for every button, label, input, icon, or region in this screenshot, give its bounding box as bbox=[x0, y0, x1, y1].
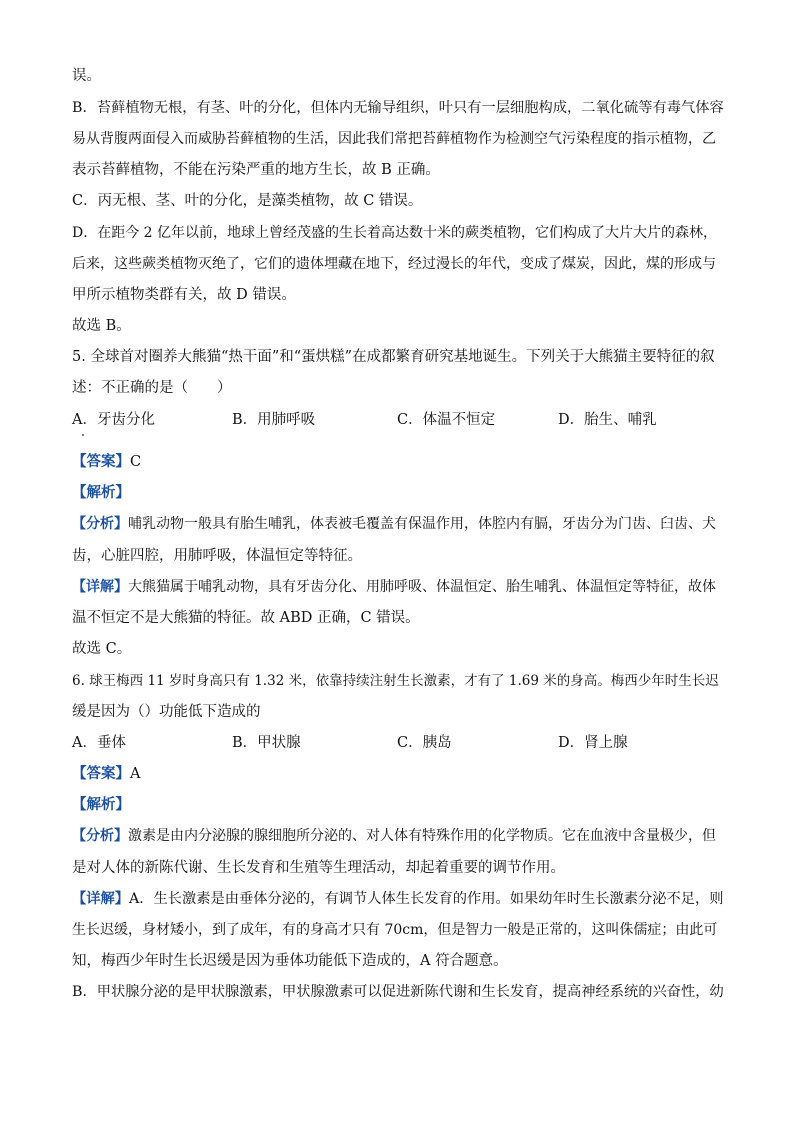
q6-option-c: C．胰岛 bbox=[397, 735, 452, 751]
text-line: 生长迟缓，身材矮小，到了成年，有的身高才只有 70cm，但是智力一般是正常的，这叫侏儒症；由此可 bbox=[72, 922, 718, 938]
text-line: 甲所示植物类群有关，故 D 错误。 bbox=[72, 287, 296, 303]
text-line: 后来，这些蕨类植物灭绝了，它们的遗体埋藏在地下，经过漫长的年代，变成了煤炭，因此，煤的形成与 bbox=[72, 256, 716, 272]
q6-option-a: A．垂体 bbox=[72, 735, 126, 751]
answer-value: C bbox=[130, 454, 142, 470]
xiangjie-text: 大熊猫属于哺乳动物，具有牙齿分化、用肺呼吸、体温恒定、胎生哺乳、体温恒定等特征，故体 bbox=[128, 579, 716, 595]
text-line: 齿，心脏四腔，用肺呼吸，体温恒定等特征。 bbox=[72, 548, 362, 564]
q6-option-b: B．甲状腺 bbox=[232, 735, 301, 751]
q6-fenxi bbox=[72, 826, 724, 846]
fenxi-tag: 【分析】 bbox=[72, 516, 128, 532]
q5-xiangjie bbox=[72, 577, 724, 597]
text-line: 温不恒定不是大熊猫的特征。故 ABD 正确，C 错误。 bbox=[72, 610, 420, 626]
text-line: D．在距今 2 亿年以前，地球上曾经茂盛的生长着高达数十米的蕨类植物，它们构成了大片大片的森林， bbox=[72, 225, 718, 241]
analysis-tag: 【解析】 bbox=[72, 484, 130, 501]
q5-answer bbox=[72, 452, 724, 472]
text-line: C．丙无根、茎、叶的分化，是藻类植物，故 C 错误。 bbox=[72, 193, 423, 209]
text-line: 故选 B。 bbox=[72, 318, 131, 334]
question-5-stem: 5. 全球首对圈养大熊猫“热干面”和“蛋烘糕”在成都繁育研究基地诞生。下列关于大熊猫主要特征的叙 bbox=[72, 349, 715, 365]
q6-analysis-heading bbox=[72, 795, 724, 815]
fenxi-text: 激素是由内分泌腺的腺细胞所分泌的、对人体有特殊作用的化学物质。它在血液中含量极少，但 bbox=[128, 828, 716, 844]
stray-dot bbox=[82, 434, 84, 436]
q6-option-d: D．肾上腺 bbox=[558, 735, 628, 751]
q5-fenxi bbox=[72, 514, 724, 534]
answer-tag: 【答案】 bbox=[72, 765, 130, 782]
question-6-stem: 6. 球王梅西 11 岁时身高只有 1.32 米，依靠持续注射生长激素，才有了 1.69 米的身高。梅西少年时生长迟 bbox=[72, 673, 719, 689]
text-line: B．甲状腺分泌的是甲状腺激素，甲状腺激素可以促进新陈代谢和生长发育，提高神经系统的兴奋性，幼 bbox=[72, 984, 724, 1000]
text-line: 误。 bbox=[72, 68, 101, 84]
q5-option-d: D．胎生、哺乳 bbox=[558, 412, 657, 428]
q5-option-a: A．牙齿分化 bbox=[72, 412, 155, 428]
q5-option-b: B．用肺呼吸 bbox=[232, 412, 316, 428]
xiangjie-tag: 【详解】 bbox=[72, 579, 128, 595]
text-line: 表示苔藓植物，不能在污染严重的地方生长，故 B 正确。 bbox=[72, 162, 440, 178]
answer-value: A bbox=[130, 766, 141, 782]
fenxi-tag: 【分析】 bbox=[72, 828, 128, 844]
q5-option-c: C．体温不恒定 bbox=[397, 412, 496, 428]
answer-tag: 【答案】 bbox=[72, 453, 130, 470]
text-line: B．苔藓植物无根，有茎、叶的分化，但体内无输导组织，叶只有一层细胞构成，二氧化硫等有毒气体容 bbox=[72, 100, 724, 116]
fenxi-text: 哺乳动物一般具有胎生哺乳，体表被毛覆盖有保温作用，体腔内有膈，牙齿分为门齿、臼齿、犬 bbox=[128, 516, 716, 532]
text-line: 知，梅西少年时生长迟缓是因为垂体功能低下造成的，A 符合题意。 bbox=[72, 953, 508, 969]
q6-xiangjie bbox=[72, 889, 724, 909]
xiangjie-text: A．生长激素是由垂体分泌的，有调节人体生长发育的作用。如果幼年时生长激素分泌不足，则 bbox=[129, 891, 724, 907]
text-line: 易从背腹两面侵入而威胁苔藓植物的生活，因此我们常把苔藓植物作为检测空气污染程度的指示植物，乙 bbox=[72, 131, 716, 147]
question-5-stem: 述：不正确的是（ ） bbox=[72, 380, 232, 396]
analysis-tag: 【解析】 bbox=[72, 796, 130, 813]
text-line: 是对人体的新陈代谢、生长发育和生殖等生理活动，却起着重要的调节作用。 bbox=[72, 860, 565, 876]
question-6-stem: 缓是因为（）功能低下造成的 bbox=[72, 704, 261, 720]
q5-analysis-heading bbox=[72, 483, 724, 503]
xiangjie-tag: 【详解】 bbox=[72, 891, 130, 907]
q6-answer bbox=[72, 764, 724, 784]
text-line: 故选 C。 bbox=[72, 641, 132, 657]
